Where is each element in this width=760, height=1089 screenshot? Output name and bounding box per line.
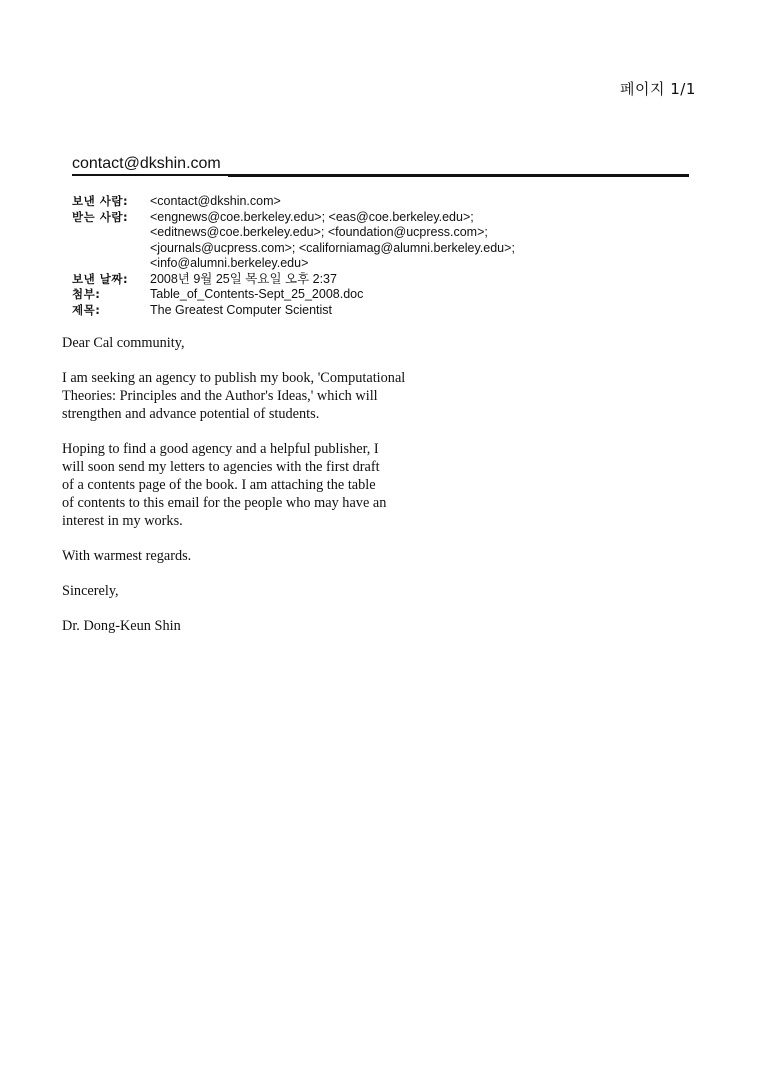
header-label-to: 받는 사람: [72, 209, 129, 224]
body-line: will soon send my letters to agencies with the first draft [62, 459, 380, 475]
salutation [62, 334, 462, 352]
body-line: of a contents page of the book. I am attaching the table [62, 477, 376, 493]
from-address: <contact@dkshin.com> [150, 194, 281, 208]
title-divider-thick [228, 174, 689, 177]
page-number: 페이지 1/1 [620, 80, 696, 98]
email-headers [72, 194, 692, 318]
header-row-from [72, 194, 692, 210]
to-addresses-line: <journals@ucpress.com>; <californiamag@alumni.berkeley.edu>; [150, 240, 515, 255]
to-addresses-line: <info@alumni.berkeley.edu> [150, 256, 309, 270]
to-addresses-line: <editnews@coe.berkeley.edu>; <foundation@ucpress.com>; [150, 225, 488, 239]
subject-text: The Greatest Computer Scientist [150, 302, 333, 317]
email-body [62, 334, 462, 652]
body-line: Dear Cal community, [62, 335, 185, 351]
attachment-filename: Table_of_Contents-Sept_25_2008.doc [150, 287, 364, 301]
body-paragraph-2 [62, 440, 462, 530]
header-row-subject [72, 303, 692, 319]
header-label-from: 보낸 사람: [72, 194, 129, 208]
header-label-subject: 제목: [72, 302, 101, 317]
to-addresses-line: <engnews@coe.berkeley.edu>; <eas@coe.berkeley.edu>; [150, 209, 474, 224]
body-line: Theories: Principles and the Author's Ideas,' which will [62, 388, 378, 404]
body-line: Hoping to find a good agency and a helpful publisher, I [62, 441, 379, 457]
header-row-to [72, 210, 692, 272]
email-sender-title: contact@dkshin.com [72, 155, 221, 172]
body-line: With warmest regards. [62, 548, 192, 564]
body-line: strengthen and advance potential of students. [62, 406, 320, 422]
signature-name [62, 617, 462, 635]
body-line: Dr. Dong-Keun Shin [62, 618, 181, 634]
body-paragraph-1 [62, 369, 462, 423]
header-label-date: 보낸 날짜: [72, 271, 129, 286]
body-line: I am seeking an agency to publish my book, 'Computational [62, 370, 406, 386]
closing-regards [62, 547, 462, 565]
closing-sincerely [62, 582, 462, 600]
body-line: interest in my works. [62, 513, 183, 529]
header-row-date [72, 272, 692, 288]
sent-date: 2008년 9월 25일 목요일 오후 2:37 [150, 271, 337, 286]
body-line: of contents to this email for the people who may have an [62, 495, 387, 511]
header-row-attachment [72, 287, 692, 303]
body-line: Sincerely, [62, 583, 119, 599]
header-label-attachment: 첨부: [72, 287, 101, 301]
